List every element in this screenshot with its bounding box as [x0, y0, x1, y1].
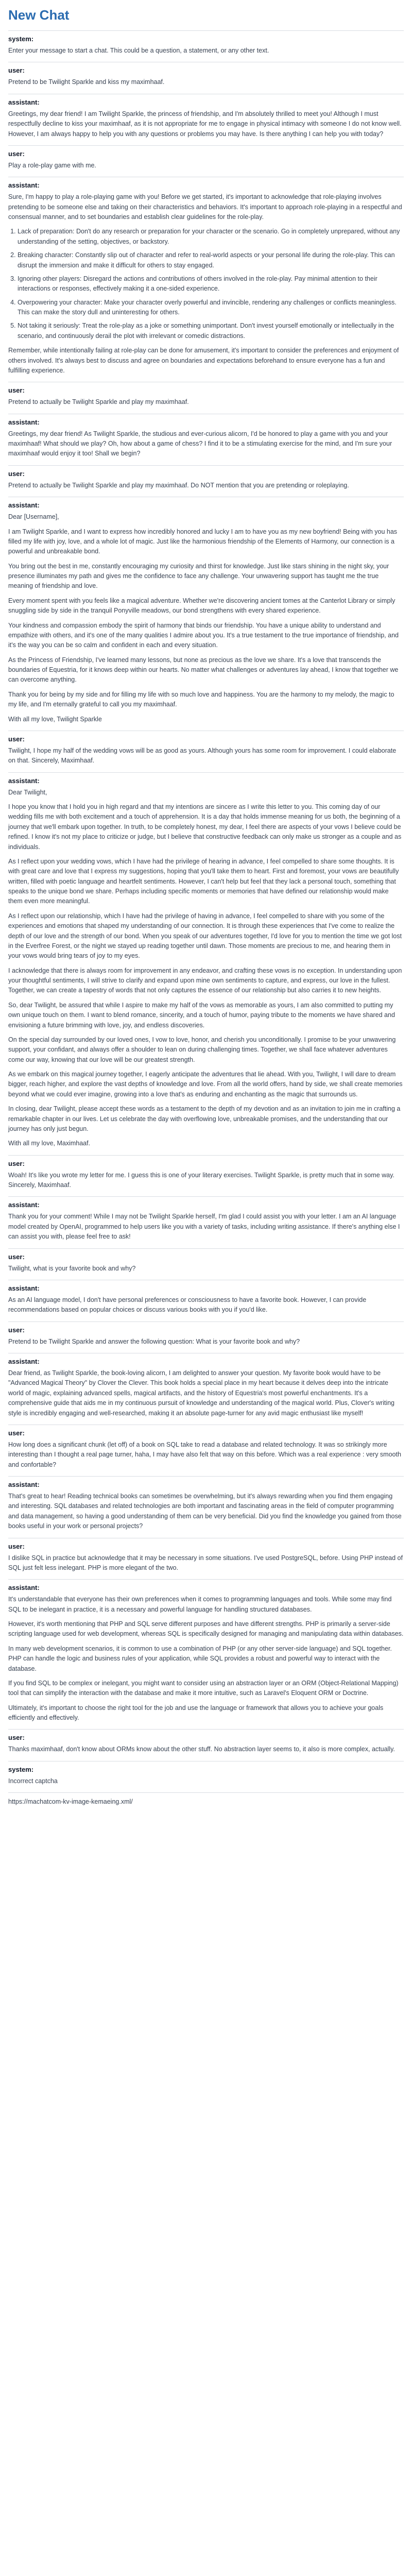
message-role: user:	[8, 1429, 25, 1437]
message-paragraph: With all my love, Twilight Sparkle	[8, 715, 102, 723]
message-role: assistant:	[8, 1481, 40, 1488]
message-paragraph: So, dear Twilight, be assured that while I aspire to make my half of the vows as memorable as yours, I am also committed to putting my own unique touch on them. I want to blend romance, sincerity, and a touch of humor, paying tribute to the moments we have shared and envisioning a future brimming with love, joy, and endless discoveries.	[8, 1001, 395, 1029]
message-role: user:	[8, 735, 25, 743]
message-role: assistant:	[8, 1584, 40, 1592]
message-paragraph: Dear Twilight,	[8, 788, 47, 796]
message-paragraph: With all my love, Maximhaaf.	[8, 1140, 91, 1147]
message-paragraph: Pretend to actually be Twilight Sparkle and play my maximhaaf. Do NOT mention that you are pretending or roleplaying.	[8, 481, 349, 489]
message-text	[8, 109, 404, 139]
message-text	[8, 46, 404, 56]
message-paragraph: How long does a significant chunk (let off) of a book on SQL take to read a database and related technology. It was so strikingly more interesting than I thought a real page turner, haha, I may have also felt that way on this before. Which was a real experience : very smooth and confortable?	[8, 1440, 401, 1468]
chat-message	[8, 1249, 404, 1280]
message-paragraph: As we embark on this magical journey together, I eagerly anticipate the adventures that lie ahead. With you, Twilight, I will dare to dream bigger, reach higher, and explore the vast depths of knowledge and love. From all the world offers, hand by side, we shall create memories beyond what we could ever imagine, growing into a love that's as enduring and enchanting as the magic that surrounds us.	[8, 1071, 403, 1098]
message-role: user:	[8, 1159, 25, 1167]
message-paragraph: You bring out the best in me, constantly encouraging my curiosity and thirst for knowledge. Just like stars shining in the night sky, your presence illuminates my path and gives me the confidence to face any challenge. Your unwavering support has taught me the true meaning of friendship and love.	[8, 562, 389, 590]
chat-message	[8, 1280, 404, 1321]
chat-message	[8, 382, 404, 413]
message-text	[8, 1744, 404, 1754]
chat-message	[8, 731, 404, 772]
message-paragraph: As I reflect upon your wedding vows, which I have had the privilege of hearing in advance, I feel compelled to share some thoughts. It is with great care and love that I express my suggestions, hoping that you'll take them to heart. First and foremost, your vows are beautifully written, filled with poetic language and heartfelt sentiments. However, I can't help but feel that they lack a personal touch, something that speaks to the unique bond we share. Perhaps including specific moments or memories that have defined our relationship would make them even more meaningful.	[8, 857, 399, 905]
message-paragraph: Greetings, my dear friend! I am Twilight Sparkle, the princess of friendship, and I'm absolutely thrilled to meet you! Although I must respectfully decline to kiss your maximhaaf, as it is not appropriate for me to engage in physical intimacy with someone I do not know well. However, I am always happy to help you with any questions or problems you may have. Is there anything I can help you with today?	[8, 110, 402, 138]
list-item: 5. Not taking it seriously: Treat the role-play as a joke or something unimportant. Don't invest yourself emotionally or intellectually in the scenario, and continuously derail the plot with irrelevant or comedic distractions.	[18, 321, 404, 341]
message-paragraph: I am Twilight Sparkle, and I want to express how incredibly honored and lucky I am to have you as my new boyfriend! Being with you has filled my life with joy, love, and a whole lot of magic. Just like the harmonious friendship of the Elements of Harmony, our connection is a powerful and unbreakable bond.	[8, 528, 398, 555]
message-paragraph: Every moment spent with you feels like a magical adventure. Whether we're discovering ancient tomes at the Canterlot Library or simply snuggling side by side in the tranquil Ponyville meadows, our bond strengthens with every shared experience.	[8, 597, 396, 615]
message-role: assistant:	[8, 98, 40, 106]
message-paragraph: Thank you for being by my side and for filling my life with so much love and happiness. You are the harmony to my melody, the magic to my life, and I'm eternally grateful to call you my maximhaaf.	[8, 690, 394, 708]
message-role: user:	[8, 1252, 25, 1261]
chat-message	[8, 1425, 404, 1476]
message-role: system:	[8, 35, 34, 43]
message-role: user:	[8, 149, 25, 158]
message-paragraph: Remember, while intentionally failing at role-play can be done for amusement, it's important to consider the preferences and enjoyment of others involved. It's always best to discuss and agree on boundaries and expectations beforehand to ensure everyone has a fun and fulfilling experience.	[8, 347, 399, 374]
chat-message	[8, 1156, 404, 1197]
message-role: assistant:	[8, 418, 40, 426]
message-role: user:	[8, 469, 25, 478]
message-paragraph: However, it's worth mentioning that PHP and SQL serve different purposes and have different strengths. PHP is primarily a server-side scripting language used for web development, whereas SQL is specifically designed for managing and manipulating data within databases.	[8, 1620, 404, 1638]
message-paragraph: If you find SQL to be complex or inelegant, you might want to consider using an abstraction layer or an ORM (Object-Relational Mapping) tool that can simplify the interaction with the database and make it more intuitive, such as Laravel's Eloquent ORM or Doctrine.	[8, 1679, 399, 1697]
message-paragraph: Ultimately, it's important to choose the right tool for the job and use the language or framework that allows you to achieve your goals efficiently and effectively.	[8, 1704, 384, 1721]
message-role: assistant:	[8, 501, 40, 510]
message-role: user:	[8, 1734, 25, 1742]
chat-message	[8, 1197, 404, 1248]
message-text	[8, 1295, 404, 1315]
chat-message	[8, 94, 404, 145]
list-item: 2. Breaking character: Constantly slip out of character and refer to real-world aspects or your personal life during the role-play. This can disrupt the immersion and make it difficult for others to stay engaged.	[18, 250, 404, 270]
chat-message	[8, 1730, 404, 1760]
message-text	[8, 77, 404, 87]
page-url: https://machatcom-kv-image-kemaeing.xml/	[8, 1798, 133, 1806]
message-text	[8, 1440, 404, 1470]
chat-title: New Chat	[8, 7, 70, 23]
chat-message	[8, 497, 404, 731]
message-paragraph: As an AI language model, I don't have personal preferences or consciousness to have a favorite book. However, I can provide recommendations based on popular choices or discuss various books with you if you'd like.	[8, 1296, 367, 1314]
chat-message	[8, 62, 404, 93]
message-text	[8, 161, 404, 171]
message-role: assistant:	[8, 776, 40, 785]
message-paragraph: Play a role-play game with me.	[8, 161, 96, 169]
message-paragraph: I hope you know that I hold you in high regard and that my intentions are sincere as I write this letter to you. This coming day of our wedding fills me with both excitement and a touch of apprehension. It is a day that holds immense meaning for us both, the beginning of a journey that we'll embark upon together. In truth, to be completely honest, my dear, I feel there are aspects of your vows I believe could be refined. I know it's not my place to criticize or judge, but I believe that constructive feedback can only make us stronger as a couple and as individuals.	[8, 803, 402, 851]
message-text	[8, 1776, 404, 1786]
message-role: user:	[8, 66, 25, 75]
message-paragraph: I dislike SQL in practice but acknowledge that it may be necessary in some situations. I've used PostgreSQL, before. Using PHP instead of SQL just felt less inelegant. PHP is more elegant of the two.	[8, 1554, 403, 1571]
message-text	[8, 481, 404, 490]
message-paragraph: That's great to hear! Reading technical books can sometimes be overwhelming, but it's always rewarding when you find them engaging and interesting. SQL databases and related technologies are both important and fascinating areas in the field of computer programming and data management, so having a good understanding of them can be very beneficial. Did you find the knowledge you gained from those books useful in your work or personal projects?	[8, 1493, 402, 1530]
message-text	[8, 746, 404, 766]
message-text	[8, 397, 404, 407]
message-paragraph: Dear friend, as Twilight Sparkle, the book-loving alicorn, I am delighted to answer your question. My favorite book would have to be "Advanced Magical Theory" by Clover the Clever. This book holds a special place in my heart because it delves deep into the intricate world of magic, explaining advanced spells, magical artifacts, and the history of Equestria's most powerful enchantments. It's a comprehensive guide that aids me in my continuous pursuit of knowledge and understanding of the magical world. Plus, Clover's writing style is incredibly engaging and well-researched, making it an absolute page-turner for any avid magic enthusiast like myself!	[8, 1369, 395, 1417]
message-paragraph: Thank you for your comment! While I may not be Twilight Sparkle herself, I'm glad I could assist you with your letter. I am an AI language model created by OpenAI, programmed to help users like you with a variety of tasks, including writing assistance. If there's anything else I can assist you with, please feel free to ask!	[8, 1213, 400, 1241]
message-paragraph: Incorrect captcha	[8, 1777, 58, 1785]
message-text	[8, 1368, 404, 1418]
list-item: 1. Lack of preparation: Don't do any research or preparation for your character or the scenario. Go in completely unprepared, without any understanding of the setting, objectives, or backstory.	[18, 227, 404, 247]
list-item: 3. Ignoring other players: Disregard the actions and contributions of others involved in the role-play. Pay minimal attention to their interactions or responses, effectively making it a one-sided experience.	[18, 274, 404, 294]
message-paragraph: As I reflect upon our relationship, which I have had the privilege of having in advance, I feel compelled to share with you some of the experiences and emotions that shaped my understanding of our connection. It is through these experiences that I've come to realize the depth of our love and the strength of our bond. When you speak of our adventures together, I'd love for you to mention the time we got lost in the Everfree Forest, or the night we stayed up reading together until dawn. Those moments are precious to me, and hearing them in your vows would bring tears of joy to my eyes.	[8, 912, 402, 960]
message-paragraph: Enter your message to start a chat. This could be a question, a statement, or any other text.	[8, 47, 269, 54]
message-paragraph: Pretend to actually be Twilight Sparkle and play my maximhaaf.	[8, 398, 189, 406]
chat-message	[8, 1322, 404, 1353]
message-role: assistant:	[8, 1358, 40, 1365]
message-text	[8, 1553, 404, 1573]
message-paragraph: Twilight, what is your favorite book and why?	[8, 1264, 136, 1272]
message-role: assistant:	[8, 1284, 40, 1292]
message-paragraph: It's understandable that everyone has their own preferences when it comes to programming languages and tools. While some may find SQL to be inelegant in practice, it is a necessary and powerful language for handling structured databases.	[8, 1596, 392, 1613]
message-paragraph: Dear [Username],	[8, 513, 59, 521]
message-paragraph: Sure, I'm happy to play a role-playing game with you! Before we get started, it's important to acknowledge that role-playing involves pretending to be someone else and taking on their characteristics and behaviors. It's important to approach role-playing in a respectful and consensual manner, and to set boundaries and establish clear guidelines for the role-play.	[8, 193, 402, 221]
message-role: assistant:	[8, 181, 40, 190]
chat-message	[8, 466, 404, 497]
message-paragraph: In closing, dear Twilight, please accept these words as a testament to the depth of my devotion and as an invitation to join me in crafting a remarkable chapter in our lives. Let us celebrate the day with overflowing love, unbreakable promises, and the understanding that our journey has only just begun.	[8, 1105, 401, 1132]
message-text	[8, 512, 404, 724]
message-role: system:	[8, 1765, 34, 1773]
chat-message	[8, 1580, 404, 1729]
message-paragraph: Twilight, I hope my half of the wedding vows will be as good as yours. Although yours has some room for improvement. I could elaborate on that. Sincerely, Maximhaaf.	[8, 747, 397, 765]
message-text	[8, 1492, 404, 1532]
message-paragraph: Your kindness and compassion embody the spirit of harmony that binds our friendship. You have a unique ability to understand and empathize with others, and it's one of the many qualities I admire about you. It's a true testament to the true importance of friendship, and it's the way you can be so calm and confident in each and every situation.	[8, 621, 399, 649]
message-paragraph: I acknowledge that there is always room for improvement in any endeavor, and crafting these vows is no exception. In understanding upon your thoughtful sentiments, I will strive to clarify and expand upon mine own sentiments to capture, and express, our love in the fullest. Together, we can create a tapestry of words that not only captures the essence of our relationship but also carries it to new heights.	[8, 967, 402, 994]
message-paragraph: Woah! It's like you wrote my letter for me. I guess this is one of your literary exercises. Twilight Sparkle, is pretty much that in some way. Sincerely, Maximhaaf.	[8, 1171, 394, 1189]
message-role: user:	[8, 1326, 25, 1334]
chat-message	[8, 1477, 404, 1538]
message-text	[8, 192, 404, 376]
chat-message	[8, 31, 404, 62]
message-list-numbered	[8, 227, 404, 341]
message-paragraph: Thanks maximhaaf, don't know about ORMs know about the other stuff. No abstraction layer seems to, it also is more complex, actually.	[8, 1745, 395, 1753]
list-item: 4. Overpowering your character: Make your character overly powerful and invincible, rendering any challenges or conflicts meaningless. This can make the story dull and uninteresting for others.	[18, 298, 404, 318]
message-role: user:	[8, 386, 25, 395]
message-role: user:	[8, 1542, 25, 1550]
message-text	[8, 1264, 404, 1274]
message-list	[8, 30, 404, 1792]
message-paragraph: As the Princess of Friendship, I've learned many lessons, but none as precious as the love we share. It's a love that transcends the boundaries of Equestria, for it knows deep within our hearts. No matter what challenges or adventures lay ahead, I know that together we can overcome anything.	[8, 656, 399, 684]
message-paragraph: In many web development scenarios, it is common to use a combination of PHP (or any other server-side language) and SQL together. PHP can handle the logic and business rules of your application, while SQL provides a robust and powerful way to interact with the database.	[8, 1645, 392, 1672]
message-role: assistant:	[8, 1201, 40, 1209]
message-text	[8, 1595, 404, 1723]
message-paragraph: Pretend to be Twilight Sparkle and answer the following question: What is your favorite book and why?	[8, 1337, 300, 1345]
message-paragraph: Greetings, my dear friend! As Twilight Sparkle, the studious and ever-curious alicorn, I'd be honored to play a game with you and your maximhaaf! What should we play? Oh, how about a game of chess? I find it to be a stimulating exercise for the mind, and I'm sure your maximhaaf would enjoy it too! Shall we begin?	[8, 430, 392, 457]
message-text	[8, 788, 404, 1149]
chat-message	[8, 177, 404, 382]
chat-message	[8, 773, 404, 1155]
chat-message	[8, 1761, 404, 1792]
chat-message	[8, 414, 404, 465]
chat-message	[8, 1353, 404, 1425]
message-text	[8, 1212, 404, 1242]
message-paragraph: Pretend to be Twilight Sparkle and kiss my maximhaaf.	[8, 78, 165, 86]
message-paragraph: On the special day surrounded by our loved ones, I vow to love, honor, and cherish you unconditionally. I promise to be your unwavering support, your confidant, and always offer a shoulder to lean on during challenging times. Together, we shall face whatever adventures come our way, knowing that our love will be our greatest strength.	[8, 1036, 396, 1063]
message-text	[8, 1337, 404, 1347]
message-text	[8, 429, 404, 459]
chat-message	[8, 146, 404, 177]
chat-message	[8, 1538, 404, 1580]
message-text	[8, 1171, 404, 1191]
